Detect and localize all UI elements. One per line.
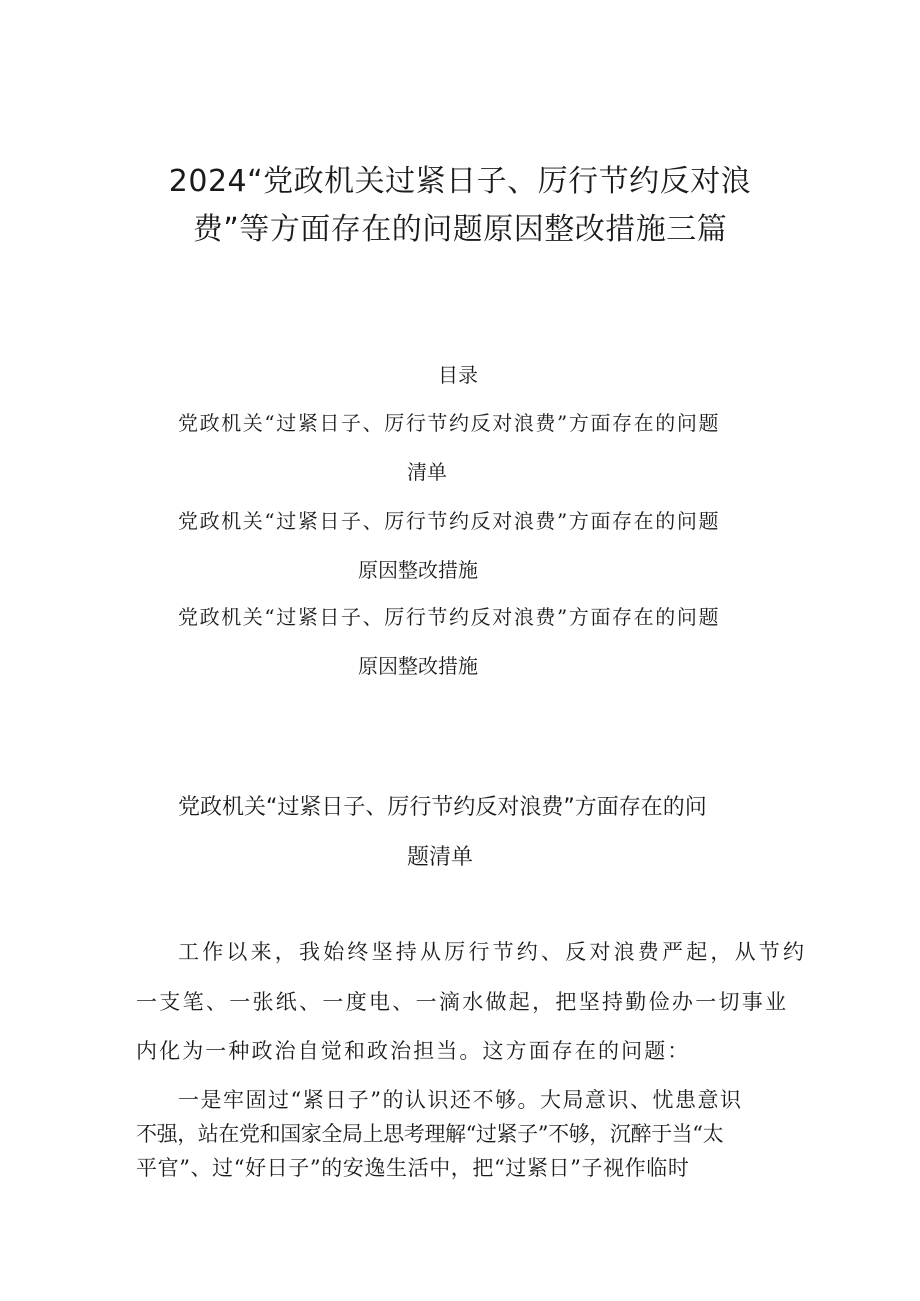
paragraph-2-line-2: 不强，站在党和国家全局上思考理解“过紧子”不够，沉醉于当“太 — [136, 1122, 724, 1146]
toc-item-1-continued[interactable]: 清单 — [407, 460, 447, 484]
section-title-line-1: 党政机关“过紧日子、厉行节约反对浪费”方面存在的问 — [178, 795, 707, 820]
paragraph-2-line-1: 一是牢固过“紧日子”的认识还不够。大局意识、忧患意识 — [178, 1088, 743, 1112]
toc-heading: 目录 — [438, 363, 478, 387]
toc-item-3[interactable]: 党政机关“过紧日子、厉行节约反对浪费”方面存在的问题 — [178, 605, 721, 629]
toc-item-2-continued[interactable]: 原因整改措施 — [358, 558, 478, 582]
paragraph-1-line-2: 一支笔、一张纸、一度电、一滴水做起，把坚持勤俭办一切事业 — [136, 990, 789, 1014]
paragraph-2-line-3: 平官”、过“好日子”的安逸生活中，把“过紧日”子视作临时 — [136, 1156, 690, 1180]
toc-item-1[interactable]: 党政机关“过紧日子、厉行节约反对浪费”方面存在的问题 — [178, 411, 721, 435]
toc-item-2[interactable]: 党政机关“过紧日子、厉行节约反对浪费”方面存在的问题 — [178, 509, 721, 533]
toc-item-3-continued[interactable]: 原因整改措施 — [358, 654, 478, 678]
section-title-line-2: 题清单 — [407, 845, 474, 870]
paragraph-1-line-1: 工作以来，我始终坚持从厉行节约、反对浪费严起，从节约 — [178, 940, 808, 964]
document-title-line-2: 费”等方面存在的问题原因整改措施三篇 — [192, 212, 728, 247]
document-title-line-1: 2024“党政机关过紧日子、厉行节约反对浪 — [168, 164, 752, 199]
paragraph-1-line-3: 内化为一种政治自觉和政治担当。这方面存在的问题： — [136, 1039, 691, 1063]
